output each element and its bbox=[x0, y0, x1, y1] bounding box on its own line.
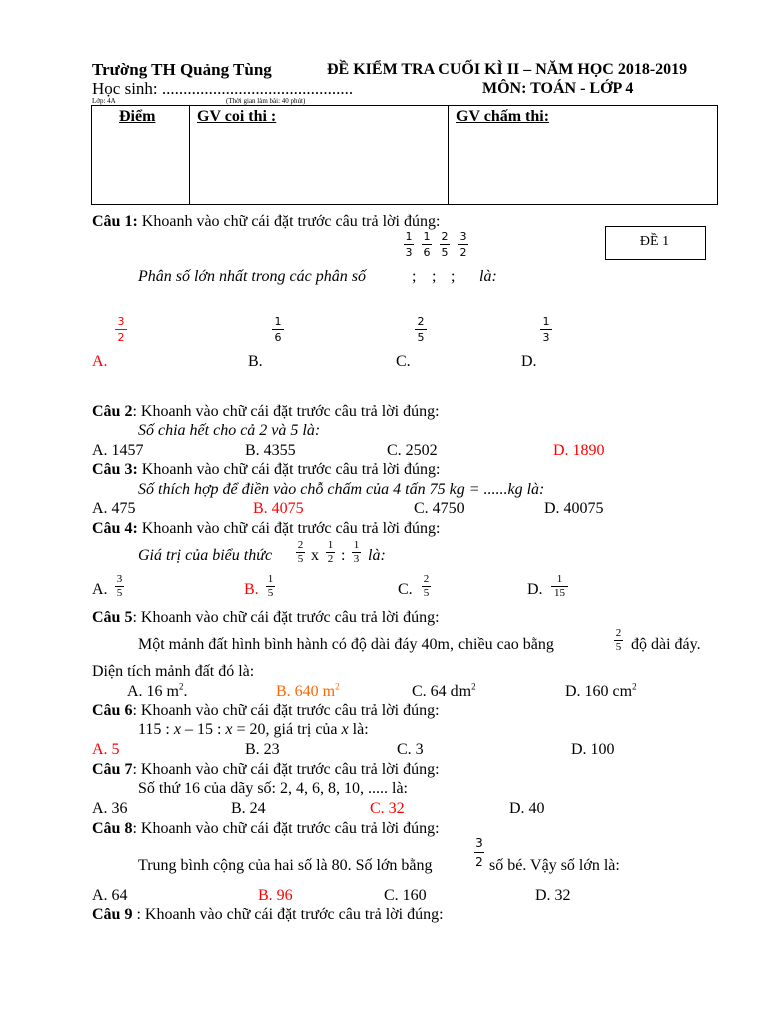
q7-stem: Số thứ 16 của dãy số: 2, 4, 6, 8, 10, ..... là: bbox=[138, 780, 408, 797]
q5-option-a[interactable]: A. 16 $m^2$. bbox=[127, 681, 188, 700]
q5-option-d[interactable]: D. 160 $cm^2$ bbox=[565, 681, 637, 700]
grader-header: GV chấm thi: bbox=[456, 108, 550, 125]
q5-stem-2: Diện tích mảnh đất đó là: bbox=[92, 663, 255, 680]
q4-option-a-fraction: 3 5 bbox=[116, 573, 123, 599]
q1-stem-end: là: bbox=[479, 268, 497, 285]
q4-option-d-fraction: 1 15 bbox=[551, 574, 568, 599]
score-table bbox=[91, 105, 718, 205]
q7-option-a[interactable]: A. 36 bbox=[92, 800, 128, 817]
q6-option-a[interactable]: A. 5 bbox=[92, 741, 120, 758]
q8-option-a[interactable]: A. 64 bbox=[92, 887, 128, 904]
q2-option-c[interactable]: C. 2502 bbox=[387, 442, 438, 459]
proctor-header: GV coi thi : bbox=[197, 108, 277, 125]
q5-option-b[interactable]: B. 640 $m^2$ bbox=[276, 681, 340, 700]
time-note: (Thời gian làm bài: 40 phút) bbox=[226, 97, 306, 105]
q3-heading: Câu 3: Khoanh vào chữ cái đặt trước câu trả lời đúng: bbox=[92, 461, 441, 478]
q8-option-c[interactable]: C. 160 bbox=[384, 887, 427, 904]
q7-option-b[interactable]: B. 24 bbox=[231, 800, 266, 817]
q6-option-d[interactable]: D. 100 bbox=[571, 741, 615, 758]
q4-option-d-label[interactable]: D. bbox=[527, 581, 543, 598]
student-name-line: Học sinh: ............................................. bbox=[92, 79, 354, 98]
q4-option-b-label[interactable]: B. bbox=[244, 581, 259, 598]
q1-separator: ; bbox=[412, 268, 417, 285]
q7-option-d[interactable]: D. 40 bbox=[509, 800, 545, 817]
q4-operator: x bbox=[311, 547, 319, 564]
q4-heading: Câu 4: Khoanh vào chữ cái đặt trước câu trả lời đúng: bbox=[92, 520, 441, 537]
q1-option-b-label[interactable]: B. bbox=[248, 353, 263, 370]
q3-option-b[interactable]: B. 4075 bbox=[253, 500, 304, 517]
q4-stem-end: là: bbox=[368, 547, 386, 564]
q4-fraction: 1 2 bbox=[327, 539, 334, 565]
q4-option-a-label[interactable]: A. bbox=[92, 581, 108, 598]
q4-stem: Giá trị của biểu thức bbox=[138, 547, 273, 564]
q2-option-a[interactable]: A. 1457 bbox=[92, 442, 144, 459]
subject-title: MÔN: TOÁN - LỚP 4 bbox=[482, 80, 634, 97]
q1-option-d-fraction: 1 3 bbox=[540, 315, 552, 344]
school-name: Trường TH Quảng Tùng bbox=[92, 60, 272, 79]
table-divider bbox=[448, 105, 449, 204]
q3-option-c[interactable]: C. 4750 bbox=[414, 500, 465, 517]
q8-option-b[interactable]: B. 96 bbox=[258, 887, 293, 904]
q5-option-c[interactable]: C. 64 $dm^2$ bbox=[412, 681, 476, 700]
version-label: ĐỀ 1 bbox=[639, 234, 670, 249]
q6-option-c[interactable]: C. 3 bbox=[397, 741, 424, 758]
table-divider bbox=[189, 105, 190, 204]
q8-option-d[interactable]: D. 32 bbox=[535, 887, 571, 904]
exam-title: ĐỀ KIỂM TRA CUỐI KÌ II – NĂM HỌC 2018-2019 bbox=[327, 61, 688, 78]
q1-fraction: 3 2 bbox=[459, 230, 467, 259]
q1-separator: ; bbox=[432, 268, 437, 285]
q4-option-c-fraction: 2 5 bbox=[423, 573, 430, 599]
q1-fraction: 1 6 bbox=[423, 230, 431, 259]
q7-option-c[interactable]: C. 32 bbox=[370, 800, 405, 817]
q2-option-b[interactable]: B. 4355 bbox=[245, 442, 296, 459]
q9-heading: Câu 9 : Khoanh vào chữ cái đặt trước câu trả lời đúng: bbox=[92, 906, 444, 923]
q5-stem: Một mảnh đất hình bình hành có độ dài đáy 40m, chiều cao bằng bbox=[138, 636, 554, 653]
q5-heading: Câu 5: Khoanh vào chữ cái đặt trước câu trả lời đúng: bbox=[92, 609, 440, 626]
q6-heading: Câu 6: Khoanh vào chữ cái đặt trước câu trả lời đúng: bbox=[92, 702, 440, 719]
q8-stem: Trung bình cộng của hai số là 80. Số lớn bằng bbox=[138, 857, 433, 874]
q1-option-d-label[interactable]: D. bbox=[521, 353, 537, 370]
q2-option-d[interactable]: D. 1890 bbox=[553, 442, 605, 459]
q3-option-d[interactable]: D. 40075 bbox=[544, 500, 604, 517]
q2-stem: Số chia hết cho cả 2 và 5 là: bbox=[138, 422, 321, 439]
q1-option-a-label[interactable]: A. bbox=[92, 353, 108, 370]
q4-option-b-fraction: 1 5 bbox=[267, 573, 274, 599]
q1-fraction: 2 5 bbox=[441, 230, 449, 259]
q6-stem: 115 : x – 15 : x = 20, giá trị của x là: bbox=[138, 721, 369, 738]
q5-fraction: 2 5 bbox=[615, 627, 622, 653]
q3-stem: Số thích hợp để điền vào chỗ chấm của 4 tấn 75 kg = ......kg là: bbox=[138, 481, 545, 498]
q4-operator: : bbox=[341, 547, 346, 564]
q4-fraction: 1 3 bbox=[353, 539, 360, 565]
q1-option-b-fraction: 1 6 bbox=[272, 315, 284, 344]
score-header: Điểm bbox=[119, 108, 156, 125]
q3-option-a[interactable]: A. 475 bbox=[92, 500, 136, 517]
q5-stem-end: độ dài đáy. bbox=[631, 636, 701, 653]
q8-stem-end: số bé. Vậy số lớn là: bbox=[489, 857, 620, 874]
q6-option-b[interactable]: B. 23 bbox=[245, 741, 280, 758]
q1-stem: Phân số lớn nhất trong các phân số bbox=[138, 268, 366, 285]
q1-separator: ; bbox=[451, 268, 456, 285]
q4-fraction: 2 5 bbox=[297, 539, 304, 565]
q7-heading: Câu 7: Khoanh vào chữ cái đặt trước câu trả lời đúng: bbox=[92, 761, 440, 778]
class-label: Lớp: 4A bbox=[92, 97, 116, 105]
q8-heading: Câu 8: Khoanh vào chữ cái đặt trước câu trả lời đúng: bbox=[92, 820, 440, 837]
q8-fraction: 3 2 bbox=[475, 836, 483, 869]
q1-option-a-fraction: 3 2 bbox=[115, 315, 127, 344]
q1-option-c-fraction: 2 5 bbox=[415, 315, 427, 344]
q1-heading: Câu 1: Khoanh vào chữ cái đặt trước câu trả lời đúng: bbox=[92, 213, 441, 230]
q4-option-c-label[interactable]: C. bbox=[398, 581, 413, 598]
q2-heading: Câu 2: Khoanh vào chữ cái đặt trước câu trả lời đúng: bbox=[92, 403, 440, 420]
q1-option-c-label[interactable]: C. bbox=[396, 353, 411, 370]
q1-fraction: 1 3 bbox=[405, 230, 413, 259]
